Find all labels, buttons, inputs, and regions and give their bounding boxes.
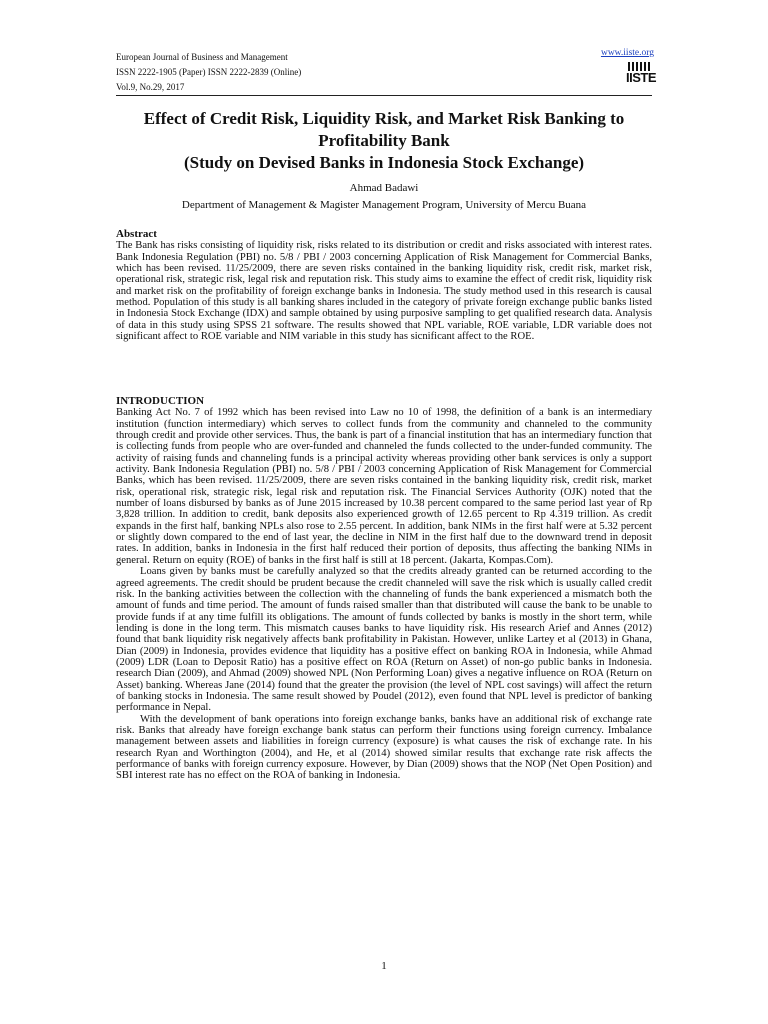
iiste-logo xyxy=(626,62,657,88)
header-right xyxy=(594,48,657,93)
running-header xyxy=(116,50,301,95)
issn-line: ISSN 2222-1905 (Paper) ISSN 2222-2839 (Online) xyxy=(116,67,302,77)
logo-text: IISTE xyxy=(626,70,657,85)
author-name: Ahmad Badawi xyxy=(349,182,419,194)
intro-paragraph: Loans given by banks must be carefully analyzed so that the credits already granted can be returned according to the agreed agreements. The credit should be prudent because the credit channeled will save the risk which is usually called credit risk. In the banking activities between the collection with the channeling of funds the bank experienced a mismatch both the amount of funds and time period. The amount of funds raised smaller than that distributed will cause the bank to be unable to provide funds if at any time fulfill its obligations. The amount of funds collected by banks is mostly in the short term, while lending is done in the long term. This mismatch causes banks to have liquidity risk. His research Arief and Annes (2012) found that bank liquidity risk negatively affects bank profitability in Pakistan. However, unlike Lartey et al (2013) in Ghana, Dian (2009) in Indonesia, provides evidence that liquidity has a positive effect on banking ROA in Indonesia, while Ahmad (2009) LDR (Loan to Deposit Ratio) has a positive effect on ROA (Return on Asset) of non-go public banks in Indonesia. research Dian (2009), and Ahmad (2009) showed NPL (Non Performing Loan) gives a negative influence on ROA (Return on Asset) banking. Whereas Jane (2014) found that the greater the provision (the level of NPL cost savings) will affect the return of banking stocks in Indonesia. The same result showed by Poudel (2012), even found that NPL level is predictor of banking performance in Nepal. xyxy=(116,566,652,714)
page-number: 1 xyxy=(381,960,387,972)
intro-paragraph: With the development of bank operations into foreign exchange banks, banks have an additional risk of exchange rate risk. Banks that already have foreign exchange bank status can perform their functions using foreign currency. Imbalance management between assets and liabilities in foreign currency (exposure) is what causes the risk of exchange rate. In his research Ryan and Worthington (2004), and He, et al (2014) showed similar results that exchange rate risk affects the performance of banks with foreign currency exposure. However, by Dian (2009) shows that the NOP (Net Open Position) and SBI interest rate has no effect on the ROA of banking in Indonesia. xyxy=(116,713,652,782)
introduction-section xyxy=(116,396,652,782)
abstract-text: The Bank has risks consisting of liquidity risk, risks related to its distribution or credit and risks associated with interest rates. Bank Indonesia Regulation (PBI) no. 5/8 / PBI / 2003 concerning Application of Risk Management for Commercial Banks, which has been revised. 11/25/2009, there are seven risks contained in the banking liquidity risk, credit risk, market risk, operational risk, strategic risk, legal risk and reputation risk. This study aims to examine the effect of credit risk, liquidity risk and market risk on the profitability of foreign exchange banks in Indonesia. The study method used in this research is causal method. Population of this study is all banking shares included in the category of private foreign exchange public banks listed in Indonesia Stock Exchange (IDX) and sample obtained by using purposive sampling to get qualified research data. Analysis of data in this study using SPSS 21 software. The results showed that NPL variable, ROE variable, LDR variable does not significant affect to ROE variable and NIM variable in this study has sicnificant affect to the ROE. xyxy=(116,240,652,343)
journal-name: European Journal of Business and Management xyxy=(116,52,288,62)
abstract-section xyxy=(116,229,652,342)
title-line-1: Effect of Credit Risk, Liquidity Risk, and Market Risk Banking to xyxy=(143,109,625,128)
journal-url-link[interactable]: www.iiste.org xyxy=(600,48,654,58)
title-line-2: Profitability Bank xyxy=(318,131,450,150)
introduction-heading: INTRODUCTION xyxy=(116,395,205,407)
volume-line: Vol.9, No.29, 2017 xyxy=(116,82,185,92)
intro-paragraph: Banking Act No. 7 of 1992 which has been revised into Law no 10 of 1998, the definition of a bank is an intermediary institution (function intermediary) which serves to collect funds from the community and channeled to the community through credit and provide other services. Thus, the bank is part of a financial institution that has an intermediary function that is collecting funds from people who are over-funded and channeled the funds collected to the under-funded community. The activity of raising funds and channeling funds is a principal activity whereas providing other bank services is only a support activity. Bank Indonesia Regulation (PBI) no. 5/8 / PBI / 2003 concerning Application of Risk Management for Commercial Banks, which has been revised. 11/25/2009, there are seven risks contained in the banking liquidity risk, credit risk, market risk, operational risk, strategic risk, legal risk and reputation risk. The Financial Services Authority (OJK) noted that the number of loans disbursed by banks as of June 2015 increased by 10.38 percent compared to the same period last year of Rp 3,828 trillion. In addition to credit, bank deposits also experienced growth of 12.65 percent to Rp 4.319 trillion. As credit expands in the first half, banking NPLs also rose to 2.55 percent. In addition, bank NIMs in the first half were at 5.32 percent or slightly down compared to the end of last year, the decline in NIM in the first half due to the downward trend in deposit rates. In addition, banks in Indonesia in the first half reduced their portion of deposits, thus affecting the banking NIMs in general. Return on equity (ROE) of banks in the first half is still at 18 percent. (Jakarta, Kompas.Com). xyxy=(116,407,652,566)
abstract-heading: Abstract xyxy=(116,228,157,240)
header-divider xyxy=(116,95,652,96)
author-affiliation: Department of Management & Magister Management Program, University of Mercu Buana xyxy=(181,199,587,211)
title-line-3: (Study on Devised Banks in Indonesia Stock Exchange) xyxy=(183,153,585,172)
paper-title xyxy=(100,108,668,174)
